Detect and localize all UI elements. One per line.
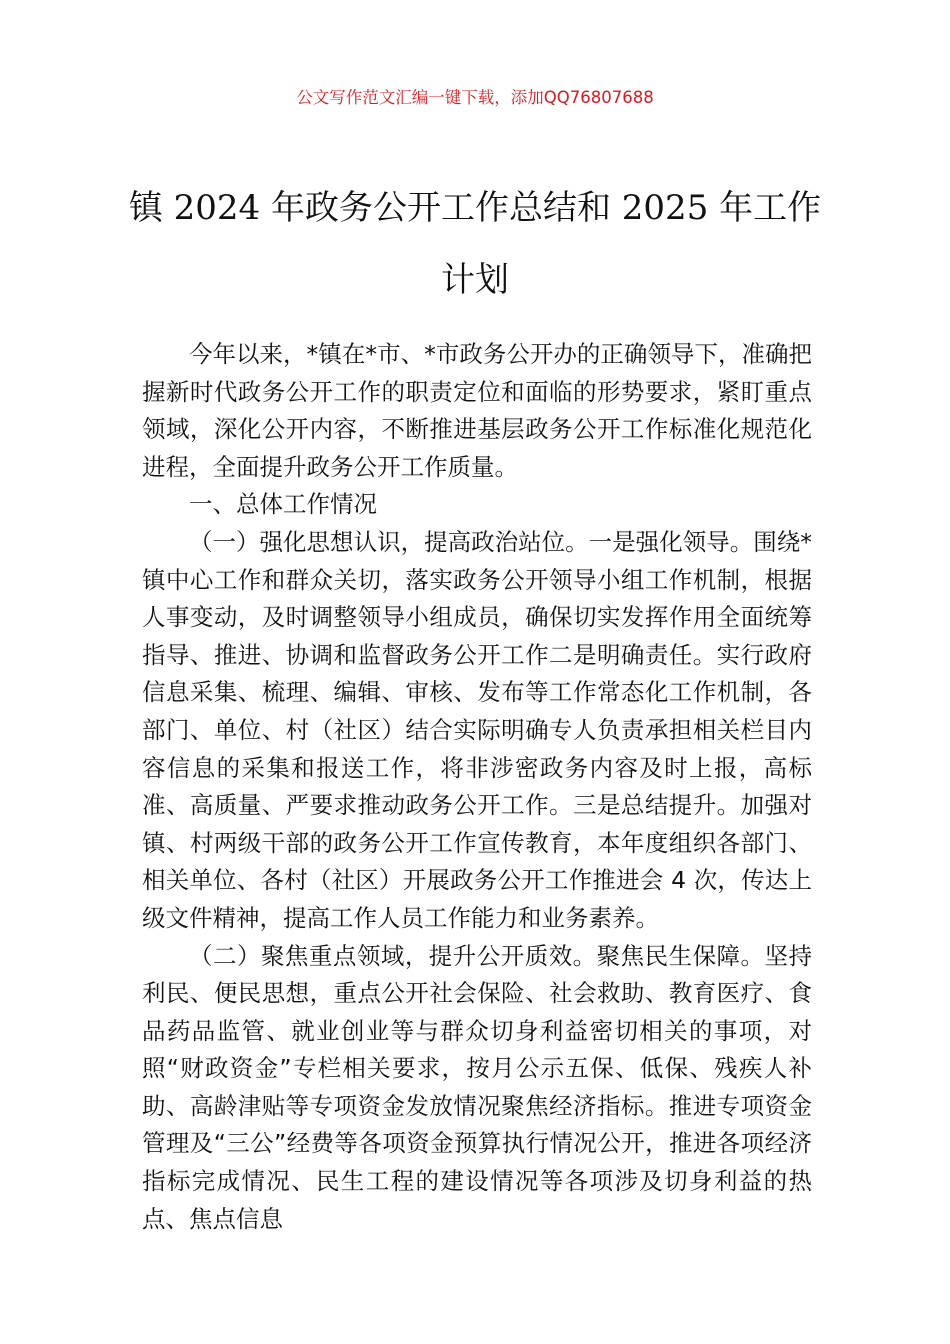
document-title-line-2: 计划: [441, 260, 509, 300]
paragraph-strengthen-awareness: （一）强化思想认识，提高政治站位。一是强化领导。围绕*镇中心工作和群众关切，落实政务公开领导小组工作机制，根据人事变动，及时调整领导小组成员，确保切实发挥作用全面统筹指导、推进、协调和监督政务公开工作二是明确责任。实行政府信息采集、梳理、编辑、审核、发布等工作常态化工作机制，各部门、单位、村（社区）结合实际明确专人负责承担相关栏目内容信息的采集和报送工作，将非涉密政务内容及时上报，高标准、高质量、严要求推动政务公开工作。三是总结提升。加强对镇、村两级干部的政务公开工作宣传教育，本年度组织各部门、相关单位、各村（社区）开展政务公开工作推进会 4 次，传达上级文件精神，提高工作人员工作能力和业务素养。: [142, 527, 812, 932]
section-heading-overall: 一、总体工作情况: [189, 490, 377, 519]
intro-paragraph: 今年以来，*镇在*市、*市政务公开办的正确领导下，准确把握新时代政务公开工作的职责定位和面临的形势要求，紧盯重点领域，深化公开内容，不断推进基层政务公开工作标准化规范化进程，全面提升政务公开工作质量。: [142, 340, 812, 481]
document-body: [142, 336, 812, 1238]
document-title: [60, 172, 890, 316]
paragraph-focus-key-areas: （二）聚焦重点领域，提升公开质效。聚焦民生保障。坚持利民、便民思想，重点公开社会保险、社会救助、教育医疗、食品药品监管、就业创业等与群众切身利益密切相关的事项，对照“财政资金”专栏相关要求，按月公示五保、低保、残疾人补助、高龄津贴等专项资金发放情况聚焦经济指标。推进专项资金管理及“三公”经费等各项资金预算执行情况公开，推进各项经济指标完成情况、民生工程的建设情况等各项涉及切身利益的热点、焦点信息: [142, 941, 812, 1233]
document-title-line-1: 镇 2024 年政务公开工作总结和 2025 年工作: [128, 188, 822, 228]
promo-banner: 公文写作范文汇编一键下载，添加QQ76807688: [296, 88, 654, 107]
